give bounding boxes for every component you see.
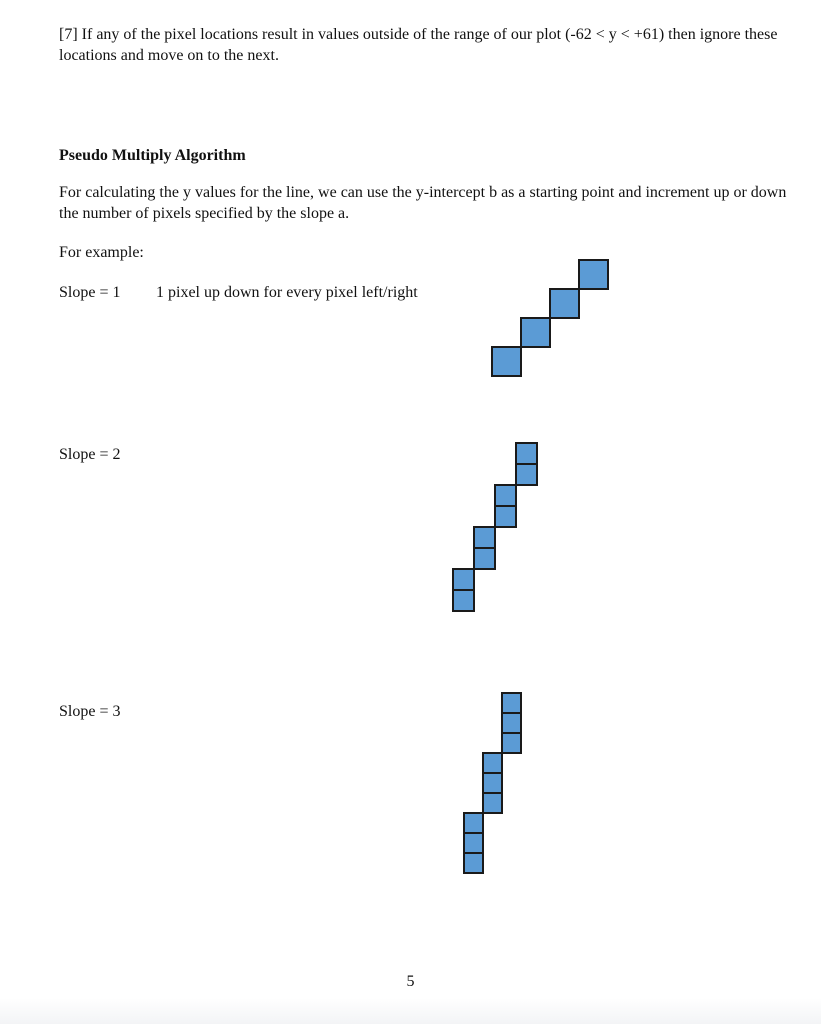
intro-paragraph: For calculating the y values for the line, we can use the y-intercept b as a starting point and increment up or down the number of pixels specified by the slope a. bbox=[59, 184, 787, 222]
pixel-square bbox=[516, 464, 537, 485]
pixel-square bbox=[474, 548, 495, 569]
slope-3-pixel-diagram bbox=[462, 691, 533, 887]
pixel-square bbox=[464, 833, 483, 853]
pixel-square bbox=[521, 318, 550, 347]
slope-2-pixel-diagram bbox=[451, 441, 545, 620]
pixel-square bbox=[464, 853, 483, 873]
page-bottom-edge bbox=[0, 998, 821, 1024]
pixel-square bbox=[474, 527, 495, 548]
slope-1-label: Slope = 1 bbox=[59, 284, 121, 301]
pixel-square bbox=[495, 506, 516, 527]
slope-3-label: Slope = 3 bbox=[59, 703, 121, 720]
section-heading: Pseudo Multiply Algorithm bbox=[59, 147, 246, 164]
pixel-square bbox=[464, 813, 483, 833]
pixel-square bbox=[502, 733, 521, 753]
pixel-square bbox=[495, 485, 516, 506]
slope-2-label: Slope = 2 bbox=[59, 446, 121, 463]
slope-1-pixel-diagram bbox=[490, 258, 615, 381]
pixel-square bbox=[492, 347, 521, 376]
page-number: 5 bbox=[406, 973, 415, 990]
pixel-square bbox=[483, 753, 502, 773]
example-label: For example: bbox=[59, 244, 144, 261]
pixel-square bbox=[502, 713, 521, 733]
slope-1-description: 1 pixel up down for every pixel left/right bbox=[156, 284, 418, 301]
pixel-square bbox=[502, 693, 521, 713]
pixel-square bbox=[550, 289, 579, 318]
pixel-square bbox=[579, 260, 608, 289]
pixel-square bbox=[483, 793, 502, 813]
pixel-square bbox=[516, 443, 537, 464]
pixel-square bbox=[453, 590, 474, 611]
pixel-square bbox=[483, 773, 502, 793]
note-7-paragraph: [7] If any of the pixel locations result in values outside of the range of our plot (-62 < y < +61) then ignore these locations and move on to the next. bbox=[59, 26, 778, 64]
pixel-square bbox=[453, 569, 474, 590]
